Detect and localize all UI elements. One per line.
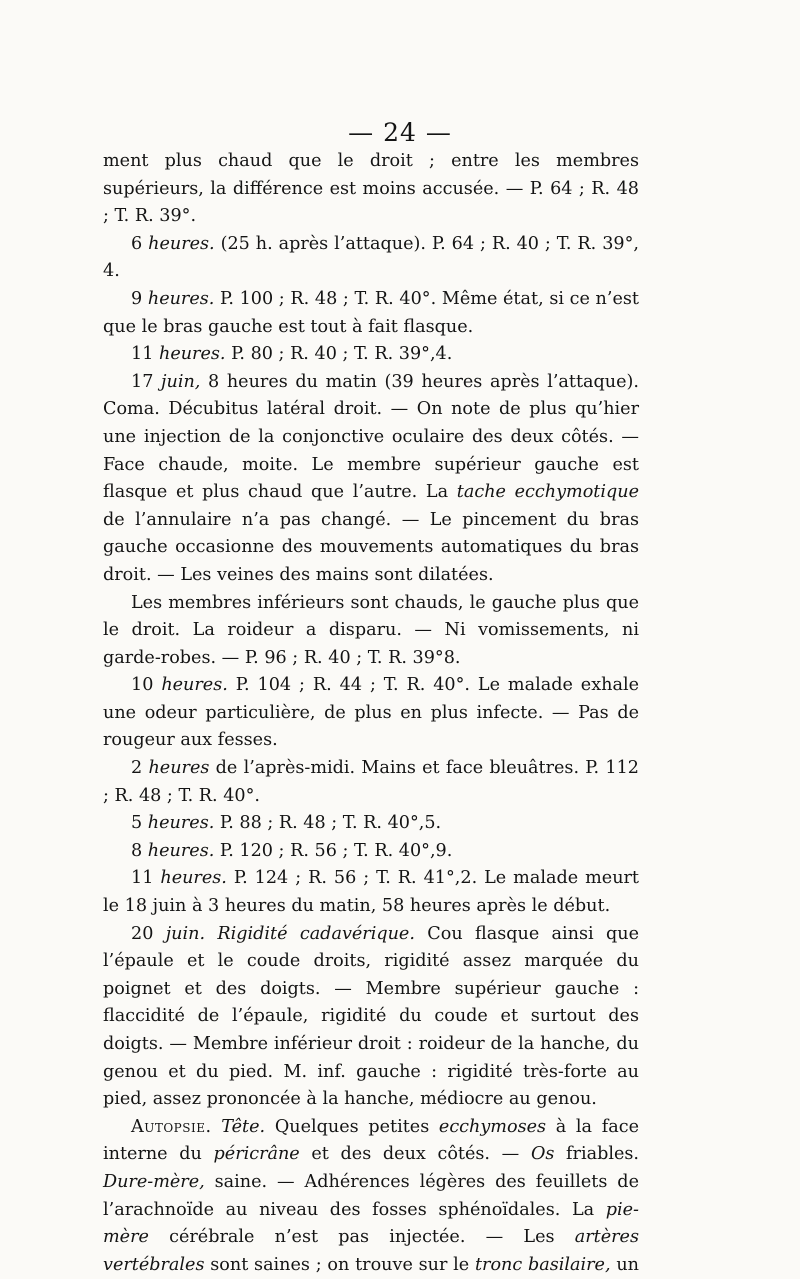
text-run: (25 h. après l’attaque). P. 64 ; R. 40 ; T. R. 39°, 4. [103, 233, 639, 282]
page-number: — 24 — [348, 118, 452, 147]
text-run: Cou flasque ainsi que l’épaule et le coude droits, rigidité assez marquée du poignet et des doigts. — Membre supérieur gauche : flaccidité de l’épaule, rigidité du coude et surtout des doigts. — Membre inférieur droit : roideur de la hanche, du genou et du pied. M. inf. gauche : rigidité très-forte au pied, assez prononcée à la hanche, médiocre au genou. [103, 923, 639, 1110]
italic-run: heures. [161, 675, 228, 696]
paragraph-13 [103, 1114, 639, 1279]
italic-run: heures. [147, 813, 215, 834]
paragraph-1 [103, 148, 639, 231]
italic-run: ecchymoses [438, 1116, 547, 1137]
italic-run: Tête. [221, 1116, 266, 1137]
text-run: 11 [131, 344, 159, 365]
text-run: 2 [131, 758, 149, 779]
italic-run: Dure-mère, [103, 1171, 205, 1192]
italic-run: heures. [147, 840, 215, 861]
paragraph-8 [103, 755, 639, 810]
italic-run: heures. [147, 288, 215, 309]
paragraph-6 [103, 590, 639, 673]
text-run: 8 [131, 840, 148, 861]
paragraph-11 [103, 865, 639, 920]
paragraph-2 [103, 231, 639, 286]
text-run: 11 [131, 868, 161, 889]
text-run: 9 [131, 288, 148, 309]
italic-run: tache ecchymotique [456, 482, 639, 503]
italic-run: heures. [160, 868, 227, 889]
text-run [212, 1117, 222, 1137]
italic-run: tronc basilaire, [474, 1254, 611, 1275]
text-run: Quelques petites [265, 1116, 439, 1137]
text-run: 17 [131, 371, 162, 392]
italic-run: heures [148, 758, 210, 779]
text-run: un [610, 1254, 639, 1275]
paragraph-3 [103, 286, 639, 341]
text-run: P. 120 ; R. 56 ; T. R. 40°,9. [214, 840, 453, 861]
italic-run: juin, [161, 371, 201, 392]
text-run: P. 104 ; R. 44 ; T. R. 40°. Le malade exhale une odeur particulière, de plus en plus infecte. — Pas de rougeur aux fesses. [103, 675, 639, 751]
text-run: 20 [131, 923, 166, 944]
text-run: sont saines ; on trouve sur le [204, 1254, 475, 1275]
text-run: à la face interne du [103, 1116, 640, 1165]
text-run: de l’après-midi. Mains et face bleuâtres. P. 112 ; R. 48 ; T. R. 40°. [103, 758, 639, 806]
paragraph-7 [103, 672, 639, 755]
paragraph-10 [103, 838, 639, 866]
text-run: Les membres inférieurs sont chauds, le gauche plus que le droit. La roideur a disparu. — Ni vomissements, ni garde-robes. — P. 96 ; R. 40 ; T. R. 39°8. [103, 592, 639, 668]
text-run: de l’annulaire n’a pas changé. — Le pincement du bras gauche occasionne des mouvements automatiques du bras droit. — Les veines des mains sont dilatées. [103, 509, 639, 585]
paragraph-12 [103, 921, 639, 1114]
paragraph-5 [103, 369, 639, 590]
text-run: P. 88 ; R. 48 ; T. R. 40°,5. [214, 813, 442, 834]
italic-run: péricrâne [213, 1144, 300, 1165]
text-run: 8 heures du matin (39 heures après l’attaque). Coma. Décubitus latéral droit. — On note de plus qu’hier une injection de la conjonctive oculaire des deux côtés. — Face chaude, moite. Le membre supérieur gauche est flasque et plus chaud que l’autre. La [103, 371, 639, 503]
body-text [103, 148, 639, 1279]
italic-run: heures. [158, 344, 226, 365]
text-run: et des deux côtés. — [299, 1144, 531, 1165]
paragraph-9 [103, 810, 639, 838]
italic-run: pie-mère [103, 1199, 639, 1248]
text-run: saine. — Adhérences légères des feuillets de l’arachnoïde au niveau des fosses sphénoïdales. La [103, 1171, 639, 1220]
text-run: P. 80 ; R. 40 ; T. R. 39°,4. [225, 344, 453, 365]
text-run: 10 [131, 675, 162, 696]
paragraph-4 [103, 341, 639, 369]
italic-run: Os [530, 1144, 555, 1165]
italic-run: artères vertébrales [103, 1227, 639, 1275]
text-run: P. 100 ; R. 48 ; T. R. 40°. Même état, si ce n’est que le bras gauche est tout à fait flasque. [103, 288, 639, 337]
text-run: 6 [131, 233, 149, 254]
text-run: friables. [554, 1144, 640, 1165]
section-heading: Autopsie. [131, 1116, 212, 1137]
text-run: 5 [131, 813, 148, 834]
italic-run: heures. [148, 233, 215, 254]
text-run: P. 124 ; R. 56 ; T. R. 41°,2. Le malade meurt le 18 juin à 3 heures du matin, 58 heures après le début. [103, 868, 640, 917]
text-run: ment plus chaud que le droit ; entre les membres supérieurs, la différence est moins accusée. — P. 64 ; R. 48 ; T. R. 39°. [103, 151, 639, 227]
italic-run: juin. Rigidité cadavérique. [165, 923, 415, 944]
text-run: cérébrale n’est pas injectée. — Les [148, 1227, 575, 1248]
